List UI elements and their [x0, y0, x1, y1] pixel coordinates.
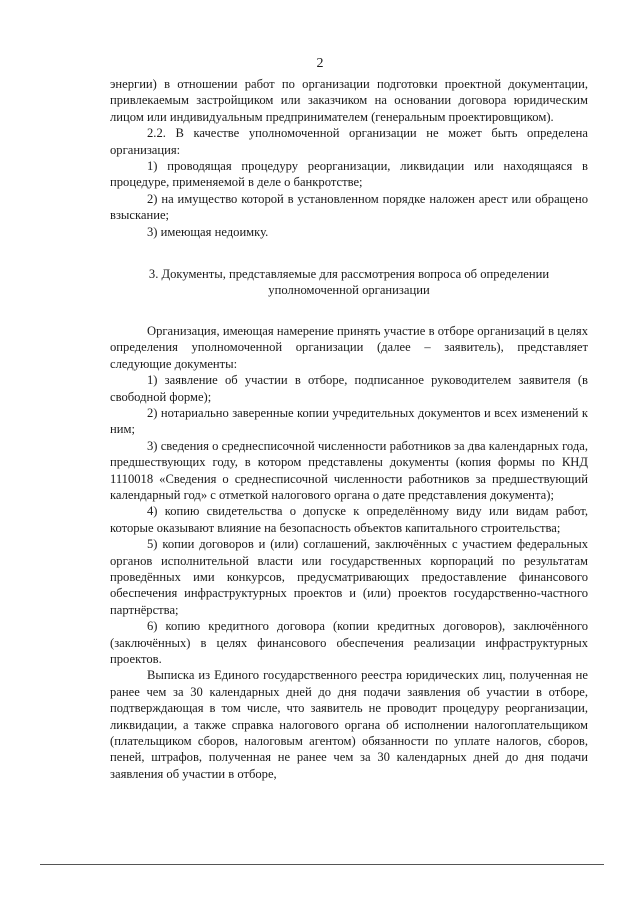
page-number: 2	[316, 56, 324, 71]
footer-divider	[40, 864, 604, 865]
paragraph-extract: Выписка из Единого государственного реестра юридических лиц, полученная не ранее чем за 30 календарных дней до дня подачи заявления об участии в отборе, подтверждающая в том числе, что заявитель не проводит процедуру реорганизации, ликвидации, а также справка налогового органа об исполнении налогоплательщиком (плательщиком сборов, налоговым агентом) обязанности по уплате налогов, сборов, пеней, штрафов, полученная не ранее чем за 30 календарных дней до дня подачи заявления об участии в отборе,	[110, 668, 588, 781]
document-item-4: 4) копию свидетельства о допуске к определённому виду или видам работ, которые оказывают влияние на безопасность объектов капитального строительства;	[110, 504, 588, 535]
paragraph-continuation: энергии) в отношении работ по организации подготовки проектной документации, привлекаемым застройщиком или заказчиком на основании договора юридическим лицом или индивидуальным предпринимателем (генеральным проектировщиком).	[110, 77, 588, 124]
paragraph-intro: Организация, имеющая намерение принять участие в отборе организаций в целях определения уполномоченной организации (далее – заявитель), представляет следующие документы:	[110, 323, 588, 371]
document-body	[110, 76, 588, 782]
document-item-6: 6) копию кредитного договора (копии кредитных договоров), заключённого (заключённых) в целях финансового обеспечения реализации инфраструктурных проектов.	[110, 619, 588, 666]
document-item-1: 1) заявление об участии в отборе, подписанное руководителем заявителя (в свободной форме);	[110, 373, 588, 404]
paragraph-2-2: 2.2. В качестве уполномоченной организации не может быть определена организация:	[110, 126, 588, 157]
list-item-3: 3) имеющая недоимку.	[147, 224, 269, 239]
document-item-2: 2) нотариально заверенные копии учредительных документов и всех изменений к ним;	[110, 405, 588, 437]
section-heading: 3. Документы, представляемые для рассмотрения вопроса об определении уполномоченной организации	[148, 267, 550, 298]
list-item-2: 2) на имущество которой в установленном порядке наложен арест или обращено взыскание;	[110, 191, 588, 223]
list-item-1: 1) проводящая процедуру реорганизации, ликвидации или находящаяся в процедуре, применяемой в деле о банкротстве;	[110, 159, 588, 190]
document-item-3: 3) сведения о среднесписочной численности работников за два календарных года, предшествующих году, в котором представлены документы (копия формы по КНД 1110018 «Сведения о среднесписочной численности работников за предшествующий календарный год» с отметкой налогового органа о дате представления документа);	[110, 438, 588, 502]
document-item-5: 5) копии договоров и (или) соглашений, заключённых с участием федеральных органов исполнительной власти или государственных корпораций по результатам проведённых ими конкурсов, предусматривающих предоставление финансового обеспечения инфраструктурных проектов и (или) проектов государственно-частного партнёрства;	[110, 537, 588, 617]
